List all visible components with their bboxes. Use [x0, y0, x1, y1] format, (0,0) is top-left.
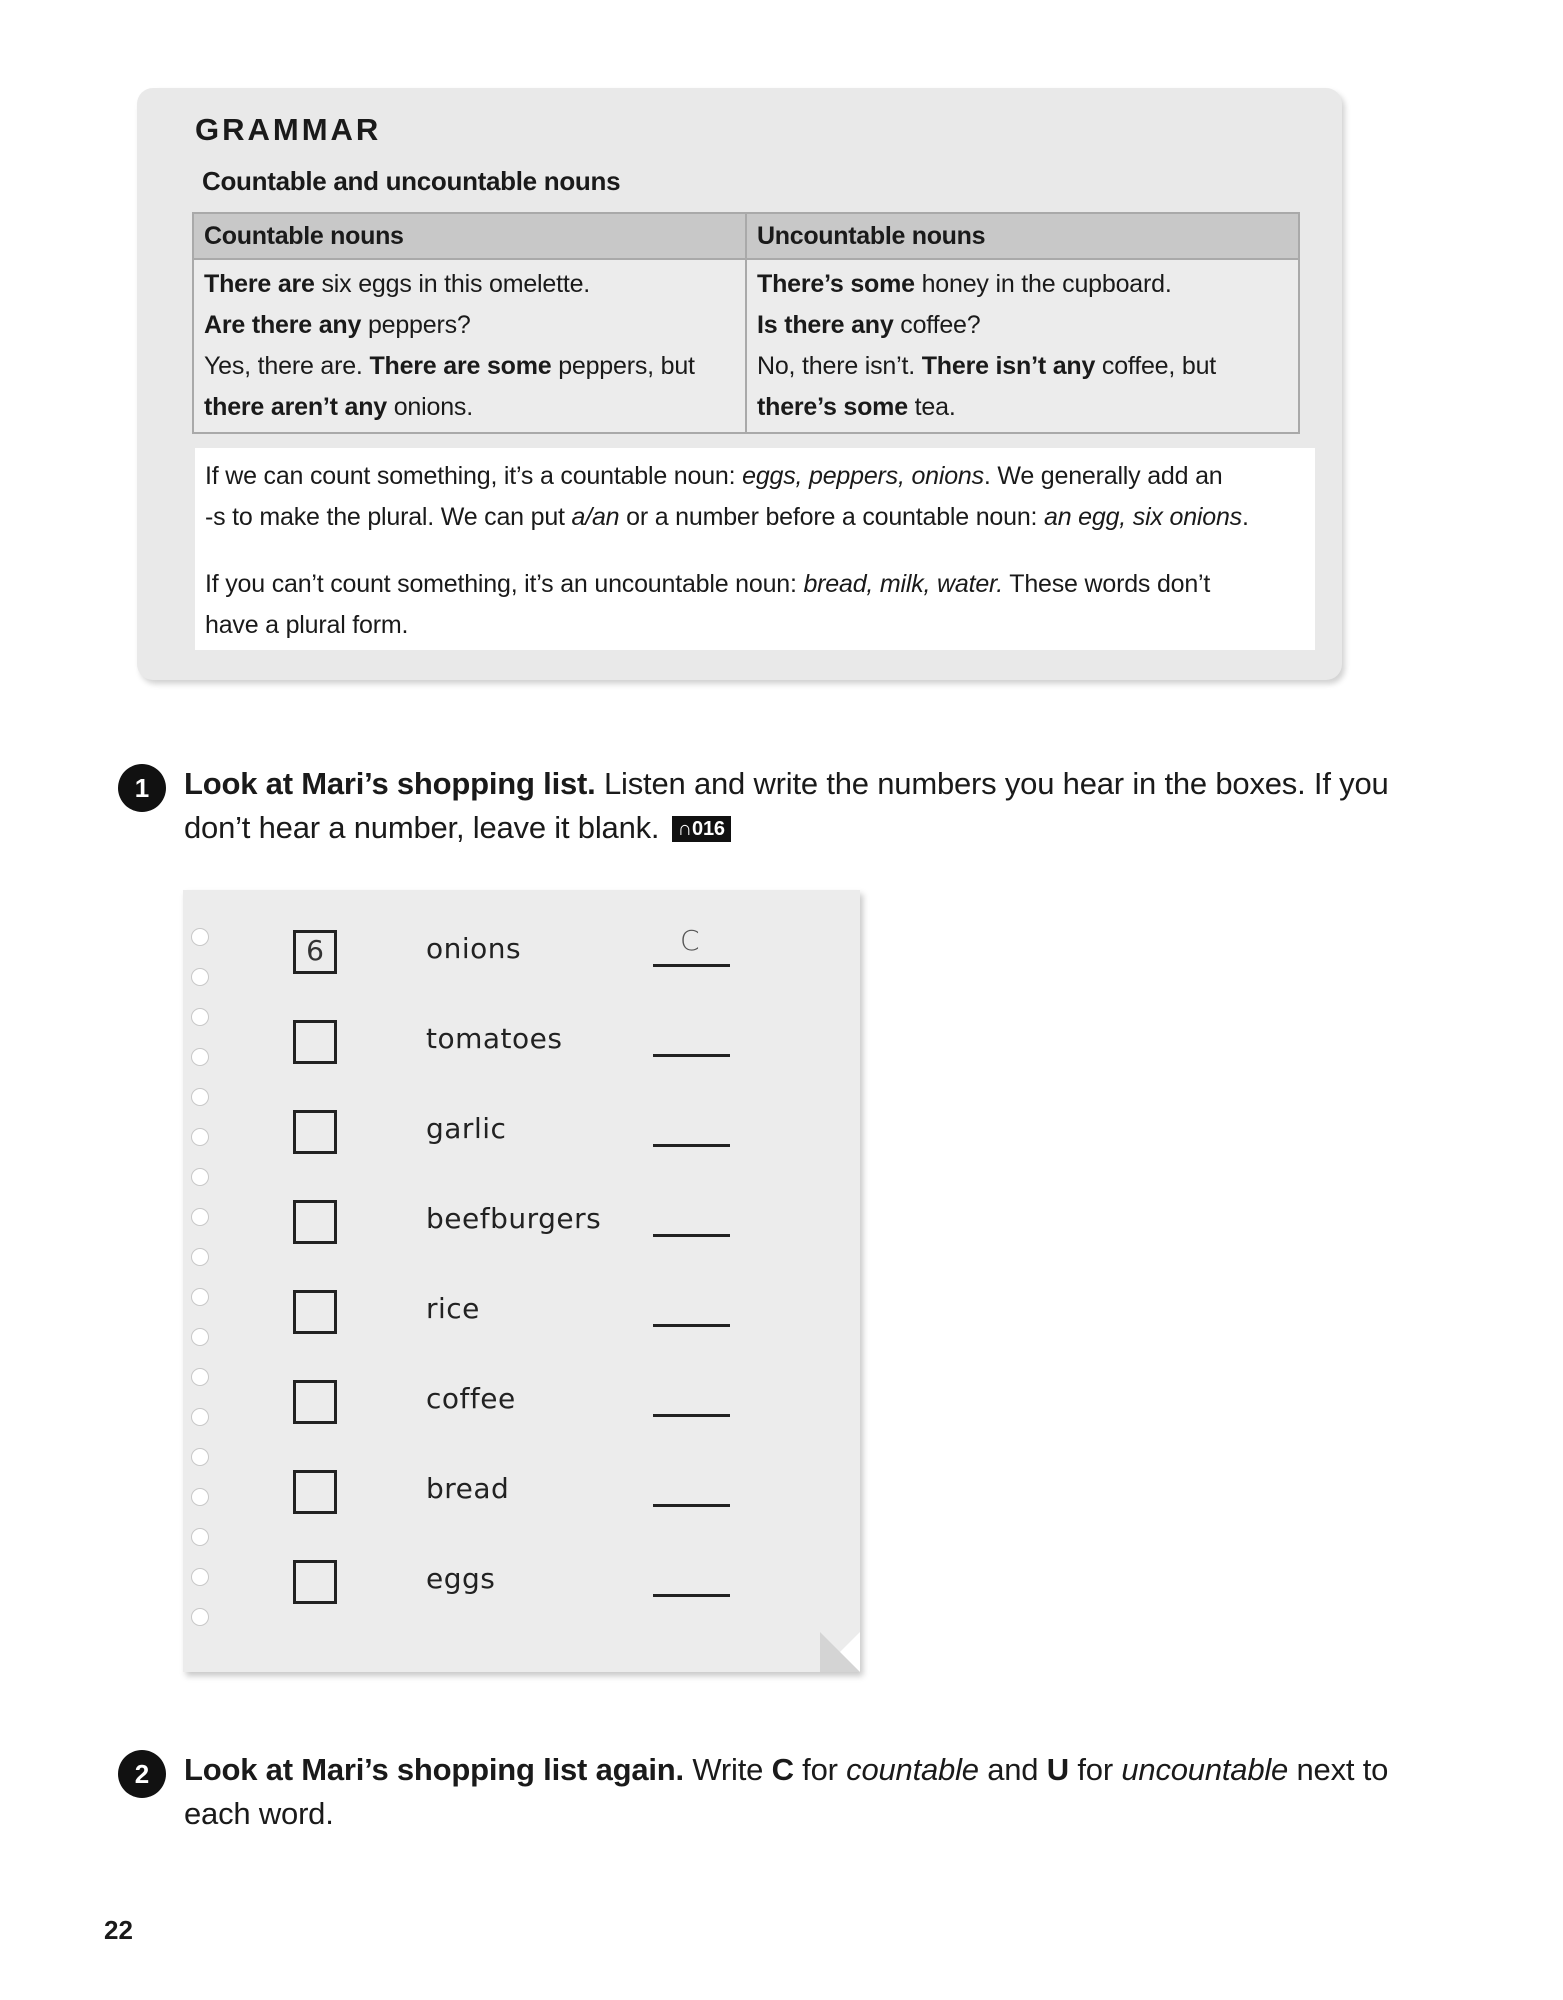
shopping-list-word: bread	[426, 1472, 510, 1505]
table-header-countable: Countable nouns	[193, 213, 746, 259]
answer-line[interactable]	[653, 964, 730, 967]
audio-track-badge[interactable]: ∩016	[672, 816, 731, 842]
shopping-list-item	[183, 1192, 860, 1252]
grammar-table	[192, 212, 1300, 434]
grammar-heading: GRAMMAR	[195, 112, 382, 147]
shopping-list-item	[183, 1012, 860, 1072]
shopping-list-item	[183, 1372, 860, 1432]
shopping-list-word: tomatoes	[426, 1022, 563, 1055]
uncountable-example-line: there’s some tea.	[757, 393, 956, 421]
shopping-list-word: beefburgers	[426, 1202, 602, 1235]
number-box[interactable]	[293, 1560, 337, 1604]
page-number: 22	[104, 1915, 133, 1945]
answer-line[interactable]	[653, 1234, 730, 1237]
grammar-subheading: Countable and uncountable nouns	[202, 166, 621, 196]
shopping-list-word: garlic	[426, 1112, 507, 1145]
answer-line[interactable]	[653, 1324, 730, 1327]
headphones-icon: ∩	[677, 818, 693, 840]
number-box[interactable]	[293, 1020, 337, 1064]
note-paragraph-uncountable: If you can’t count something, it’s an uncountable noun: bread, milk, water. These words don’t have a plural form.	[205, 570, 1211, 639]
answer-line[interactable]	[653, 1594, 730, 1597]
uncountable-example-line: There’s some honey in the cupboard.	[757, 270, 1172, 298]
answer-line[interactable]	[653, 1054, 730, 1057]
number-box[interactable]: 6	[293, 930, 337, 974]
shopping-list-word: eggs	[426, 1562, 496, 1595]
uncountable-example-line: No, there isn’t. There isn’t any coffee, but	[757, 352, 1217, 380]
number-box[interactable]	[293, 1290, 337, 1334]
notepad-hole	[191, 1168, 209, 1186]
answer-line[interactable]	[653, 1144, 730, 1147]
countable-example-line: There are six eggs in this omelette.	[204, 270, 591, 298]
number-box[interactable]	[293, 1200, 337, 1244]
answer-line[interactable]	[653, 1504, 730, 1507]
page-curl-fold	[820, 1632, 860, 1672]
uncountable-examples	[746, 259, 1299, 433]
shopping-list-item	[183, 1552, 860, 1612]
exercise-2-number: 2	[118, 1750, 166, 1798]
exercise-1-number: 1	[118, 764, 166, 812]
number-box[interactable]	[293, 1110, 337, 1154]
answer-line[interactable]	[653, 1414, 730, 1417]
grammar-note	[195, 448, 1315, 650]
countable-example-line: there aren’t any onions.	[204, 393, 473, 421]
countable-example-line: Are there any peppers?	[204, 311, 471, 339]
notepad-hole	[191, 1528, 209, 1546]
shopping-list-notepad	[183, 890, 860, 1672]
shopping-list-word: coffee	[426, 1382, 516, 1415]
countable-examples	[193, 259, 746, 433]
answer-text: C	[680, 924, 700, 957]
uncountable-example-line: Is there any coffee?	[757, 311, 981, 339]
shopping-list-item	[183, 1462, 860, 1522]
exercise-2-instructions: Look at Mari’s shopping list again. Write C for countable and U for uncountable next to each word.	[184, 1752, 1389, 1831]
shopping-list-item	[183, 1282, 860, 1342]
countable-example-line: Yes, there are. There are some peppers, but	[204, 352, 695, 380]
number-box[interactable]	[293, 1380, 337, 1424]
shopping-list-word: onions	[426, 932, 522, 965]
grammar-box	[137, 88, 1342, 680]
number-box[interactable]	[293, 1470, 337, 1514]
table-header-uncountable: Uncountable nouns	[746, 213, 1299, 259]
shopping-list-item	[183, 1102, 860, 1162]
shopping-list-item	[183, 922, 860, 982]
shopping-list-word: rice	[426, 1292, 480, 1325]
exercise-1-instructions: Look at Mari’s shopping list. Listen and write the numbers you hear in the boxes. If you don’t hear a number, leave it blank. ∩016	[184, 766, 1389, 845]
note-paragraph-countable: If we can count something, it’s a countable noun: eggs, peppers, onions. We generally add an -s to make the plural. We can put a/an or a number before a countable noun: an egg, six onions.	[205, 462, 1249, 531]
